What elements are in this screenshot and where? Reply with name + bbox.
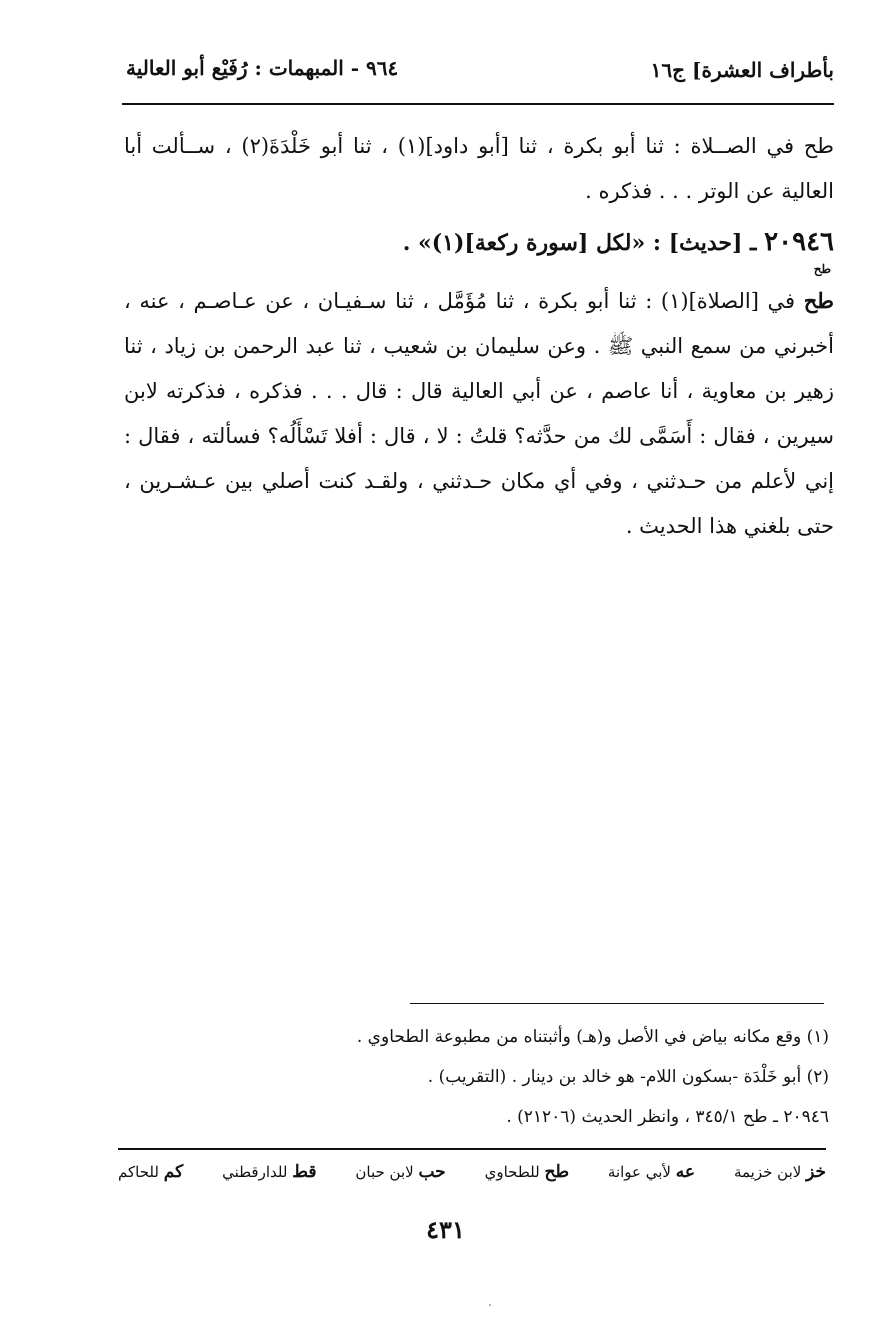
abbreviation-legend — [118, 1162, 826, 1182]
running-header-section-title: ٩٦٤ - المبهمات : رُفَيْع أبو العالية — [126, 56, 399, 80]
legend-item: عه لأبي عوانة — [607, 1162, 696, 1182]
hadith-body — [124, 278, 834, 549]
legend-item: قط للدارقطني — [222, 1162, 317, 1182]
hadith-lead-abbr: طح — [803, 288, 835, 313]
footnote-divider — [410, 1003, 824, 1004]
page-number: ٤٣١ — [426, 1215, 465, 1244]
running-header-book-title: بأطراف العشرة] ج١٦ — [650, 58, 834, 82]
legend-item: خز لابن خزيمة — [733, 1162, 826, 1182]
scan-speck — [489, 1304, 491, 1306]
footnote-3: ٢٠٩٤٦ ـ طح ٣٤٥/١ ، وانظر الحديث (٢١٢٠٦) . — [506, 1107, 829, 1127]
hadith-title: ـ [حديث] : «لكل [سورة ركعة](١)» . — [402, 230, 765, 256]
legend-item: كم للحاكم — [118, 1162, 184, 1182]
footnotes — [269, 1017, 829, 1137]
legend-item: حب لابن حبان — [355, 1162, 446, 1182]
header-divider — [122, 103, 834, 105]
hadith-source-mark: طح — [813, 262, 831, 276]
hadith-heading — [403, 227, 834, 257]
hadith-number: ٢٠٩٤٦ — [764, 227, 834, 257]
legend-item: طح للطحاوي — [484, 1162, 569, 1182]
footnote-1: (١) وقع مكانه بياض في الأصل و(هـ) وأثبتناه من مطبوعة الطحاوي . — [356, 1027, 829, 1047]
entry-continuation-text: طح في الصــلاة : ثنا أبو بكرة ، ثنا [أبو داود](١) ، ثنا أبو خَلْدَةَ(٢) ، ســألت أبا العالية عن الوتر . . . فذكره . — [124, 134, 835, 203]
hadith-text: في [الصلاة](١) : ثنا أبو بكرة ، ثنا مُؤَمَّل ، ثنا سـفيـان ، عن عـاصـم ، عنه ، أخبرني من سمع النبي ﷺ . وعن سليمان بن شعيب ، ثنا عبد الرحمن بن زياد ، ثنا زهير بن معاوية ، أنا عاصم ، عن أبي العالية قال : قال . . . فذكره ، فذكرته لابن سيرين ، فقال : أَسَمَّى لك من حدَّثه؟ قلتُ : لا ، قال : أفلا تَسْأَلُه؟ فسألته ، فقال : إني لأعلم من حـدثني ، وفي أي مكان حـدثني ، ولقـد كنت أصلي بين عـشـرين ، حتى بلغني هذا الحديث . — [124, 289, 835, 538]
legend-divider — [118, 1148, 826, 1150]
footnote-2: (٢) أبو خَلْدَة -بسكون اللام- هو خالد بن دينار . (التقريب) . — [427, 1067, 829, 1087]
